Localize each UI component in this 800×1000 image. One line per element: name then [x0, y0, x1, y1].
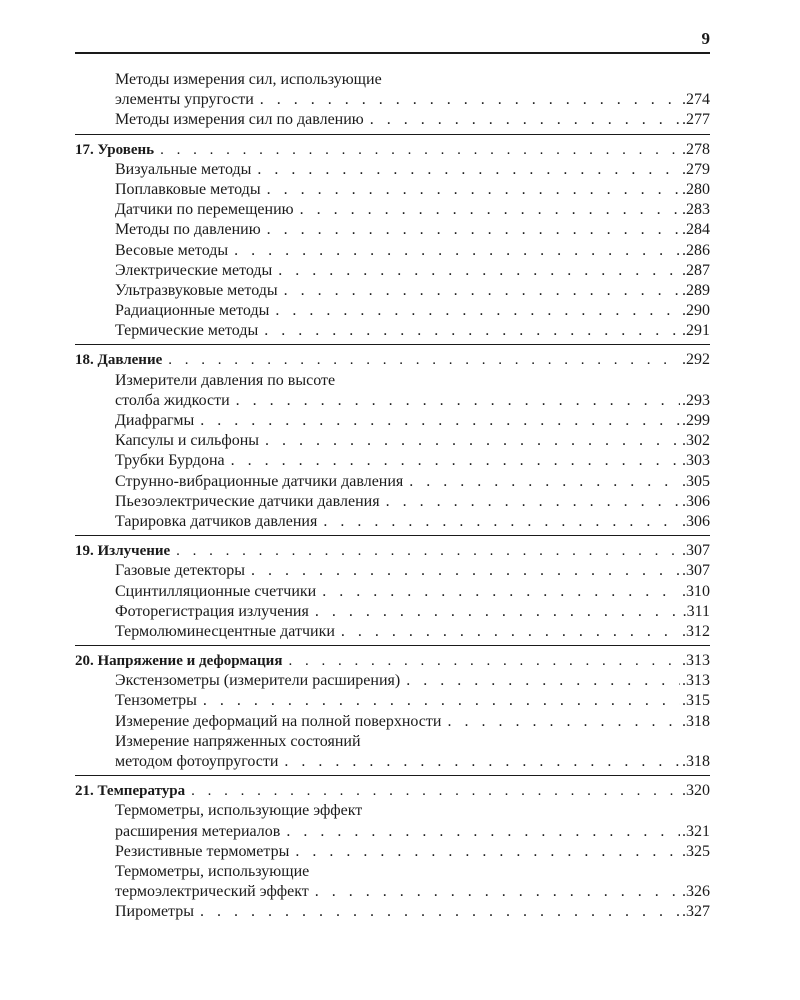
page-ref: .307: [682, 562, 710, 580]
toc-entry[interactable]: [75, 582, 710, 602]
toc-chapter: [75, 781, 710, 925]
entry-title: Весовые методы: [115, 241, 229, 259]
page-ref: .290: [682, 302, 710, 320]
page-ref: .306: [682, 492, 710, 510]
page-ref: .311: [682, 602, 710, 620]
toc-entry[interactable]: [75, 301, 710, 321]
page-ref: .286: [682, 241, 710, 259]
entry-title: Капсулы и сильфоны: [115, 432, 260, 450]
toc-chapter: [75, 651, 710, 776]
page-ref: .318: [682, 753, 710, 770]
dot-leader: [409, 472, 680, 492]
page-ref: .313: [682, 652, 710, 670]
entry-title: Экстензометры (измерители расширения): [115, 672, 401, 690]
chapter-title: 20. Напряжение и деформация: [75, 653, 283, 670]
chapter-title: 21. Температура: [75, 783, 186, 800]
toc-entry-line: [75, 801, 710, 821]
entry-title: Методы измерения сил по давлению: [115, 111, 364, 129]
entry-title: расширения метериалов: [115, 822, 281, 840]
toc-entry[interactable]: [75, 200, 710, 220]
dot-leader: [200, 902, 680, 922]
toc-entry[interactable]: [75, 281, 710, 301]
dot-leader: [315, 602, 681, 622]
table-of-contents: [75, 70, 710, 931]
entry-title: Методы измерения сил, использующие: [115, 71, 382, 88]
chapter-title: 19. Излучение: [75, 543, 171, 560]
dot-leader: [300, 200, 680, 220]
entry-title: Пирометры: [115, 903, 194, 921]
dot-leader: [284, 281, 680, 301]
page-ref: .277: [682, 111, 710, 129]
dot-leader: [284, 752, 680, 772]
page-ref: .284: [682, 221, 710, 239]
toc-entry[interactable]: [75, 391, 710, 411]
entry-title: элементы упругости: [115, 91, 254, 109]
toc-entry[interactable]: [75, 712, 710, 732]
entry-title: Измерители давления по высоте: [115, 371, 336, 389]
page-ref: .287: [682, 261, 710, 279]
dot-leader: [257, 160, 680, 180]
dot-leader: [267, 220, 680, 240]
page-ref: .312: [682, 622, 710, 640]
dot-leader: [251, 561, 680, 581]
entry-title: Радиационные методы: [115, 302, 270, 320]
entry-title: Трубки Бурдона: [115, 452, 225, 470]
entry-title: методом фотоупругости: [115, 753, 279, 770]
dot-leader: [160, 140, 680, 160]
page-ref: .299: [682, 412, 710, 429]
page-ref: .293: [682, 391, 710, 409]
toc-entry[interactable]: [75, 241, 710, 261]
toc-entry[interactable]: [75, 902, 710, 922]
toc-entry[interactable]: [75, 411, 710, 431]
toc-entry[interactable]: [75, 472, 710, 492]
toc-entry[interactable]: [75, 180, 710, 200]
toc-entry[interactable]: [75, 110, 710, 130]
entry-title: столба жидкости: [115, 391, 230, 409]
page-ref: .291: [682, 322, 710, 340]
toc-entry-line: [75, 862, 710, 882]
dot-leader: [323, 512, 680, 532]
chapter-heading[interactable]: [75, 541, 710, 561]
chapter-title: 18. Давление: [75, 352, 163, 369]
page-ref: .280: [682, 180, 710, 198]
dot-leader: [168, 350, 680, 370]
toc-entry-line: [75, 371, 710, 391]
dot-leader: [191, 781, 680, 801]
dot-leader: [200, 411, 680, 431]
page-ref: .302: [682, 432, 710, 450]
entry-title: Термолюминесцентные датчики: [115, 622, 335, 640]
entry-title: Визуальные методы: [115, 160, 252, 178]
toc-chapter: [75, 140, 710, 346]
toc-entry[interactable]: [75, 691, 710, 711]
page-header: [75, 28, 710, 54]
page-ref: .321: [682, 822, 710, 840]
entry-title: Газовые детекторы: [115, 562, 246, 580]
page-ref: .278: [682, 140, 710, 158]
dot-leader: [278, 261, 680, 281]
toc-entry[interactable]: [75, 261, 710, 281]
page-ref: .315: [682, 692, 710, 710]
page-ref: .279: [682, 160, 710, 178]
dot-leader: [275, 301, 680, 321]
toc-entry[interactable]: [75, 602, 710, 622]
entry-title: Тензометры: [115, 692, 197, 710]
page-ref: .326: [682, 883, 710, 901]
dot-leader: [267, 180, 680, 200]
dot-leader: [260, 90, 680, 110]
dot-leader: [322, 582, 680, 602]
toc-entry[interactable]: [75, 671, 710, 691]
dot-leader: [203, 691, 680, 711]
entry-title: Измерение напряженных состояний: [115, 732, 361, 750]
page-ref: .327: [682, 903, 710, 921]
toc-entry[interactable]: [75, 622, 710, 642]
dot-leader: [265, 431, 680, 451]
entry-title: Поплавковые методы: [115, 180, 261, 198]
chapter-heading[interactable]: [75, 651, 710, 671]
dot-leader: [447, 712, 680, 732]
page-number: 9: [701, 29, 710, 48]
entry-title: Методы по давлению: [115, 221, 261, 239]
entry-title: Электрические методы: [115, 261, 273, 279]
entry-title: Термометры, использующие эффект: [115, 802, 363, 820]
dot-leader: [264, 321, 680, 341]
toc-chapter: [75, 350, 710, 536]
toc-entry[interactable]: [75, 882, 710, 902]
entry-title: Датчики по перемещению: [115, 201, 294, 219]
entry-title: Тарировка датчиков давления: [115, 512, 318, 530]
entry-title: Ультразвуковые методы: [115, 281, 278, 299]
dot-leader: [231, 451, 680, 471]
page-ref: .313: [682, 672, 710, 690]
page-ref: .289: [682, 281, 710, 299]
toc-entry[interactable]: [75, 90, 710, 110]
page-ref: .320: [682, 782, 710, 800]
entry-title: Струнно-вибрационные датчики давления: [115, 472, 404, 490]
toc-entry[interactable]: [75, 561, 710, 581]
page-ref: .325: [682, 842, 710, 860]
entry-title: Сцинтилляционные счетчики: [115, 582, 317, 600]
dot-leader: [286, 822, 680, 842]
dot-leader: [236, 391, 680, 411]
toc-entry[interactable]: [75, 321, 710, 341]
dot-leader: [370, 110, 680, 130]
dot-leader: [386, 492, 680, 512]
toc-entry[interactable]: [75, 752, 710, 772]
toc-entry[interactable]: [75, 451, 710, 471]
entry-title: термоэлектрический эффект: [115, 883, 309, 901]
toc-entry[interactable]: [75, 160, 710, 180]
dot-leader: [315, 882, 680, 902]
toc-entry[interactable]: [75, 822, 710, 842]
chapter-heading[interactable]: [75, 781, 710, 801]
dot-leader: [341, 622, 680, 642]
dot-leader: [295, 842, 680, 862]
toc-entry[interactable]: [75, 431, 710, 451]
page-ref: .318: [682, 712, 710, 730]
chapter-heading[interactable]: [75, 350, 710, 370]
toc-entry-line: [75, 70, 710, 90]
toc-entry[interactable]: [75, 842, 710, 862]
page-ref: .310: [682, 582, 710, 600]
entry-title: Термические методы: [115, 322, 259, 340]
page-ref: .283: [682, 201, 710, 219]
dot-leader: [234, 241, 680, 261]
page-ref: .274: [682, 91, 710, 109]
page-ref: .307: [682, 542, 710, 560]
entry-title: Резистивные термометры: [115, 842, 290, 860]
toc-entry[interactable]: [75, 492, 710, 512]
toc-entry[interactable]: [75, 512, 710, 532]
entry-title: Измерение деформаций на полной поверхности: [115, 712, 442, 730]
page-ref: .303: [682, 452, 710, 470]
entry-title: Пьезоэлектрические датчики давления: [115, 492, 380, 510]
entry-title: Диафрагмы: [115, 412, 195, 429]
page-ref: .292: [682, 351, 710, 369]
toc-entry-line: [75, 732, 710, 752]
dot-leader: [176, 541, 680, 561]
page-ref: .306: [682, 512, 710, 530]
chapter-heading[interactable]: [75, 140, 710, 160]
entry-title: Термометры, использующие: [115, 862, 310, 880]
toc-entry[interactable]: [75, 220, 710, 240]
chapter-title: 17. Уровень: [75, 141, 155, 158]
dot-leader: [406, 671, 680, 691]
toc-chapter: [75, 541, 710, 646]
page-ref: .305: [682, 472, 710, 490]
toc-chapter: [75, 70, 710, 135]
dot-leader: [288, 651, 680, 671]
entry-title: Фоторегистрация излучения: [115, 602, 309, 620]
